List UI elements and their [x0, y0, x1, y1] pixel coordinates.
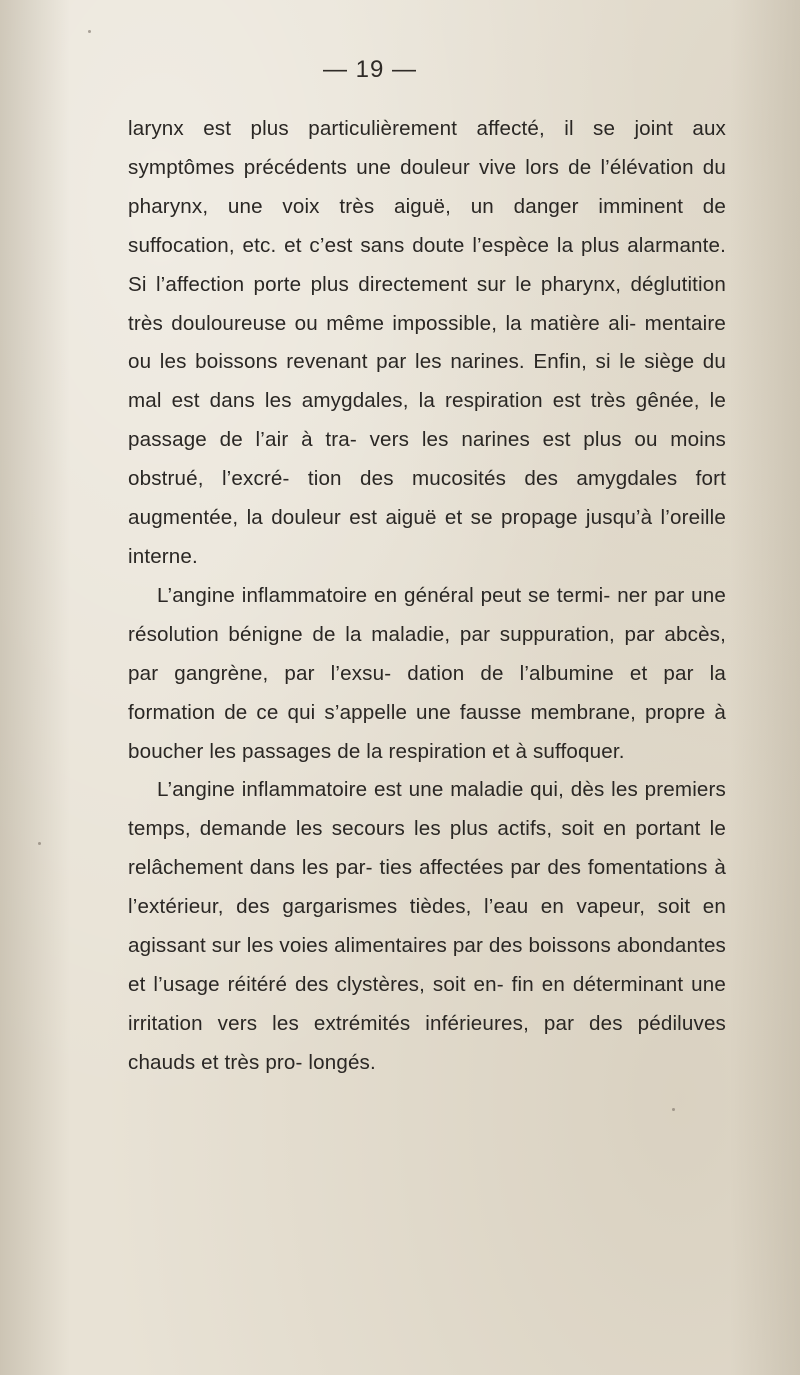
paper-speck — [672, 1108, 675, 1111]
page-edge-shadow-right — [730, 0, 800, 1375]
paragraph-2: L’angine inflammatoire en général peut se termi- ner par une résolution bénigne de la maladie, par suppuration, par abcès, par gangrène, par l’exsu- dation de l’albumine et par la formation de ce qui s’appelle une fausse membrane, propre à boucher les passages de la respiration et à suffoquer. — [128, 583, 726, 763]
paper-speck — [38, 842, 41, 845]
paragraph-1: larynx est plus particulièrement affecté, il se joint aux symptômes précédents une douleur vive lors de l’élévation du pharynx, une voix très aiguë, un danger imminent de suffocation, etc. et c’est sans doute l’espèce la plus alarmante. Si l’affection porte plus directement sur le pharynx, déglutition très douloureuse ou même impossible, la matière ali- mentaire ou les boissons revenant par les narines. Enfin, si le siège du mal est dans les amygdales, la respiration est très gênée, le passage de l’air à tra- vers les narines est plus ou moins obstrué, l’excré- tion des mucosités des amygdales fort augmentée, la douleur est aiguë et se propage jusqu’à l’oreille interne. — [128, 117, 726, 568]
page-number: — 19 — — [322, 56, 418, 83]
body-text — [128, 110, 726, 1083]
page-edge-shadow-left — [0, 0, 70, 1375]
paper-speck — [88, 30, 91, 33]
paragraph-3: L’angine inflammatoire est une maladie qui, dès les premiers temps, demande les secours les plus actifs, soit en portant le relâchement dans les par- ties affectées par des fomentations à l’extérieur, des gargarismes tièdes, l’eau en vapeur, soit en agissant sur les voies alimentaires par des boissons abondantes et l’usage réitéré des clystères, soit en- fin en déterminant une irritation vers les extrémités inférieures, par des pédiluves chauds et très pro- longés. — [128, 778, 726, 1074]
